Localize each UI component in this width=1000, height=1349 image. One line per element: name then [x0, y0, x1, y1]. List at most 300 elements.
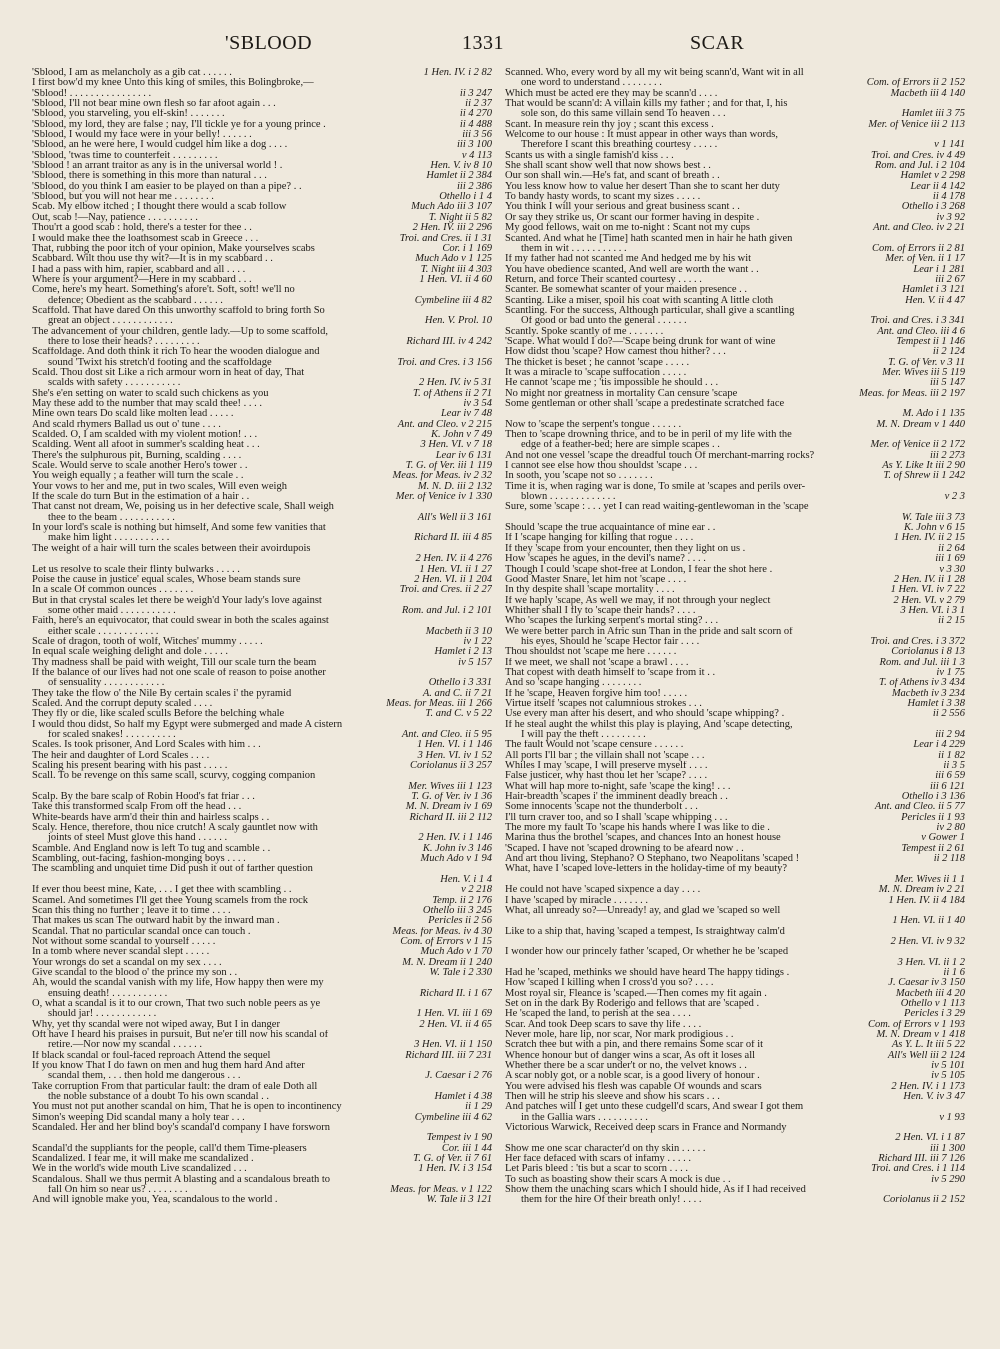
entry-text: 'Sblood, my lord, they are false ; nay, I'll tickle ye for a young prince .: [32, 119, 326, 130]
entry-text: Scratch thee but with a pin, and there remains Some scar of it: [505, 1040, 764, 1051]
entry-line: [32, 440, 492, 450]
entry-line: [32, 120, 492, 130]
entry-text: I have 'scaped by miracle . . . . . . .: [505, 895, 649, 906]
entry-reference: Coriolanus i 8 13: [891, 647, 965, 658]
entry-line: [505, 120, 965, 130]
entry-line: [505, 844, 965, 854]
entry-text: 'Sblood, an he were here, I would cudgel him like a dog . . . .: [32, 140, 288, 151]
entry-text: That canst not dream, We, poising us in her defective scale, Shall weigh: [32, 502, 334, 513]
entry-reference: Much Ado v 1 125: [415, 254, 492, 265]
entry-text: If he 'scape, Heaven forgive him too! . . . . .: [505, 688, 688, 699]
entry-line: [505, 968, 965, 978]
entry-text: 'Sblood, I am as melancholy as a gib cat . . . . . .: [32, 68, 232, 78]
entry-text: Good Master Snare, let him not 'scape . . . .: [505, 574, 687, 585]
entry-line: [32, 1102, 492, 1112]
entry-line: [32, 461, 492, 471]
entry-reference: ii 1 82: [938, 750, 965, 761]
entry-line: [32, 358, 492, 368]
entry-text: 'Sblood, do you think I am easier to be played on than a pipe? . .: [32, 181, 302, 192]
entry-reference: v 2 3: [944, 492, 965, 503]
entry-line: [505, 637, 965, 647]
entry-text: How 'scaped I killing when I cross'd you so? . . . .: [505, 978, 714, 989]
entry-text: They take the flow o' the Nile By certain scales i' the pyramid: [32, 688, 292, 699]
entry-text: Scabbard. Wilt thou use thy wit?—It is in my scabbard . .: [32, 254, 273, 265]
entry-line: [505, 440, 965, 450]
entry-reference: iii 6 59: [935, 771, 965, 782]
entry-line: [505, 1133, 965, 1143]
entry-text: Scanting. Like a miser, spoil his coat with scanting A little cloth: [505, 295, 774, 306]
entry-line: [32, 823, 492, 833]
entry-reference: [961, 68, 965, 78]
entry-text: Scandal'd the suppliants for the people, call'd them Time-pleasers: [32, 1143, 307, 1154]
entry-text: In your lord's scale is nothing but himself, And some few vanities that: [32, 523, 326, 534]
entry-text: Of good or bad unto the general . . . . . .: [521, 316, 687, 327]
entry-line: [505, 565, 965, 575]
entry-reference: Ant. and Cleo. iii 4 6: [877, 326, 965, 337]
entry-line: [505, 802, 965, 812]
entry-line: [505, 906, 965, 916]
entry-text: sound 'Twixt his stretch'd footing and the scaffoldage: [48, 357, 272, 368]
entry-line: [32, 875, 492, 885]
entry-line: [505, 813, 965, 823]
entry-reference: 2 Hen. IV. i 1 173: [891, 1081, 965, 1092]
entry-reference: Cor. i 1 169: [442, 243, 492, 254]
entry-reference: iv 3 92: [936, 212, 965, 223]
entry-line: [32, 1113, 492, 1123]
page-header: [0, 32, 1000, 58]
entry-line: [32, 927, 492, 937]
entry-reference: As Y. L. It iii 5 22: [891, 1040, 965, 1051]
entry-line: [505, 1051, 965, 1061]
entry-line: [505, 937, 965, 947]
entry-line: [32, 306, 492, 316]
entry-text: In thy despite shall 'scape mortality . . . .: [505, 585, 675, 596]
entry-text: Which must be acted ere they may be scann'd . . . .: [505, 88, 718, 99]
entry-line: [32, 906, 492, 916]
entry-text: Not without some scandal to yourself . . . . .: [32, 936, 216, 947]
entry-line: [32, 771, 492, 781]
entry-text: If my father had not scanted me And hedged me by his wit: [505, 254, 752, 265]
entry-reference: Richard II. i 1 67: [419, 988, 492, 999]
entry-line: [32, 1051, 492, 1061]
entry-text: Then will he strip his sleeve and show his scars . . .: [505, 1092, 720, 1103]
entry-text: 'Sblood, I'll not bear mine own flesh so far afoot again . . .: [32, 99, 276, 110]
entry-reference: K. John v 7 49: [431, 430, 492, 441]
entry-text: O, what a scandal is it to our crown, That two such noble peers as ye: [32, 998, 321, 1009]
entry-reference: v 1 141: [934, 140, 965, 151]
entry-text: [32, 1133, 423, 1143]
entry-reference: T. G. of Ver. v 3 11: [888, 357, 965, 368]
entry-reference: Othello i 3 268: [901, 202, 965, 213]
entry-line: [505, 782, 965, 792]
entry-line: [505, 896, 965, 906]
entry-line: [505, 544, 965, 554]
entry-reference: Macbeth iv 3 234: [891, 688, 965, 699]
entry-text: Her face defaced with scars of infamy . . . . .: [505, 1154, 692, 1165]
entry-line: [505, 347, 965, 357]
entry-text: either scale . . . . . . . . . . . .: [48, 626, 159, 637]
entry-line: [505, 885, 965, 895]
entry-text: Our son shall win.—He's fat, and scant of breath . .: [505, 171, 720, 182]
entry-line: [505, 1020, 965, 1030]
entry-text: I wonder how our princely father 'scaped, Or whether he be 'scaped: [505, 947, 789, 958]
entry-reference: K. John v 6 15: [904, 523, 965, 534]
entry-text: And will ignoble make you, Yea, scandalous to the world .: [32, 1195, 278, 1206]
entry-reference: Othello i 3 331: [428, 678, 492, 689]
entry-line: [32, 637, 492, 647]
entry-reference: Meas. for Meas. iii 2 197: [859, 388, 965, 399]
entry-line: [505, 668, 965, 678]
entry-line: [32, 1020, 492, 1030]
entry-reference: Richard II. iii 2 112: [409, 812, 492, 823]
entry-text: some other maid . . . . . . . . . . .: [48, 605, 176, 616]
entry-text: If ever thou beest mine, Kate, . . . I get thee with scambling . .: [32, 885, 292, 896]
entry-text: How didst thou 'scape? How camest thou hither? . . .: [505, 347, 726, 358]
entry-line: [505, 854, 965, 864]
entry-reference: Hamlet i 2 13: [434, 647, 492, 658]
entry-line: [32, 130, 492, 140]
entry-reference: 2 Hen. IV. ii 1 28: [893, 574, 965, 585]
entry-text: 'Sblood, you starveling, you elf-skin! . . . . . . .: [32, 109, 225, 120]
entry-text: You have obedience scanted, And well are worth the want . .: [505, 264, 759, 275]
entry-reference: v 3 30: [939, 564, 965, 575]
entry-text: Why, yet thy scandal were not wiped away, But I in danger: [32, 1019, 280, 1030]
entry-text: Come, here's my heart. Something's afore't. Soft, soft! we'll no: [32, 285, 295, 296]
entry-reference: [488, 771, 492, 781]
entry-text: And art thou living, Stephano? O Stephano, two Neapolitans 'scaped !: [505, 854, 800, 865]
entry-text: Scanted. And what he [Time] hath scanted men in hair he hath given: [505, 233, 793, 244]
entry-line: [32, 533, 492, 543]
entry-line: [505, 151, 965, 161]
entry-line: [505, 978, 965, 988]
entry-reference: Much Ado iii 3 107: [411, 202, 492, 213]
entry-line: [505, 68, 965, 78]
entry-line: [32, 689, 492, 699]
entry-reference: [488, 1082, 492, 1092]
entry-reference: iv 5 157: [458, 657, 492, 668]
entry-reference: [961, 234, 965, 244]
entry-line: [505, 989, 965, 999]
entry-text: Scald. Thou dost sit Like a rich armour worn in heat of day, That: [32, 367, 305, 378]
entry-text: No might nor greatness in mortality Can censure 'scape: [505, 388, 738, 399]
entry-line: [32, 89, 492, 99]
entry-line: [32, 275, 492, 285]
entry-line: [32, 554, 492, 564]
entry-reference: iii 2 67: [935, 274, 965, 285]
entry-line: [32, 254, 492, 264]
entry-reference: T. of Athens ii 2 71: [413, 388, 492, 399]
entry-text: Scantly. Spoke scantly of me . . . . . . .: [505, 326, 664, 337]
entry-text: What, have I 'scaped love-letters in the holiday-time of my beauty?: [505, 864, 788, 875]
entry-line: [32, 833, 492, 843]
entry-reference: 1 Hen. VI. ii 1 27: [419, 564, 492, 575]
entry-text: retire.—Nor now my scandal . . . . . .: [48, 1040, 202, 1051]
entry-line: [505, 554, 965, 564]
entry-reference: T. G. of Ver. iv 1 36: [411, 792, 492, 803]
entry-text: But in that crystal scales let there be weigh'd Your lady's love against: [32, 595, 322, 606]
entry-text: one word to understand . . . . . . . .: [521, 78, 662, 89]
entry-reference: [961, 1123, 965, 1133]
entry-text: White-beards have arm'd their thin and hairless scalps . .: [32, 812, 270, 823]
entry-reference: [488, 327, 492, 337]
entry-line: [505, 1144, 965, 1154]
entry-line: [505, 492, 965, 502]
entry-reference: T. of Shrew ii 1 242: [883, 471, 965, 482]
entry-line: [32, 978, 492, 988]
entry-reference: Othello v 1 113: [900, 998, 965, 1009]
entry-line: [505, 254, 965, 264]
entry-reference: Lear i 4 229: [913, 740, 965, 751]
entry-line: [505, 761, 965, 771]
entry-reference: 1 Hen. IV. ii 2 15: [893, 533, 965, 544]
entry-line: [32, 151, 492, 161]
entry-line: [505, 265, 965, 275]
entry-reference: T. Night ii 5 82: [428, 212, 492, 223]
entry-line: [505, 823, 965, 833]
entry-line: [505, 916, 965, 926]
entry-line: [32, 1092, 492, 1102]
entry-text: Show me one scar character'd on thy skin . . . . .: [505, 1143, 706, 1154]
entry-line: [505, 1113, 965, 1123]
entry-text: thee to the beam . . . . . . . . . . .: [48, 512, 175, 523]
entry-line: [32, 647, 492, 657]
entry-text: A scar nobly got, or a noble scar, is a good livery of honour .: [505, 1071, 760, 1082]
entry-line: [32, 109, 492, 119]
entry-reference: T. of Athens iv 3 434: [879, 678, 965, 689]
entry-reference: K. John iv 3 146: [422, 843, 492, 854]
entry-text: You think I will your serious and great business scant . .: [505, 202, 740, 213]
entry-text: The fault Would not 'scape censure . . . . . .: [505, 740, 684, 751]
entry-text: sole son, do this same villain send To heaven . . .: [521, 109, 726, 120]
entry-text: She's e'en setting on water to scald such chickens as you: [32, 388, 269, 399]
entry-text: What will hap more to-night, safe 'scape the king! . . .: [505, 781, 731, 792]
entry-line: [505, 1071, 965, 1081]
entry-line: [32, 171, 492, 181]
entry-line: [505, 585, 965, 595]
entry-text: Where is your argument?—Here in my scabbard . . .: [32, 274, 252, 285]
entry-line: [505, 130, 965, 140]
entry-text: May these add to the number that may scald thee! . . . .: [32, 399, 263, 409]
entry-reference: Pericles i 3 29: [904, 1009, 965, 1020]
entry-reference: Tempest ii 2 61: [901, 843, 965, 854]
entry-line: [505, 327, 965, 337]
entry-text: them in wit . . . . . . . . . . .: [521, 243, 627, 254]
entry-line: [505, 689, 965, 699]
entry-line: [32, 368, 492, 378]
entry-reference: v 1 93: [939, 1112, 965, 1123]
entry-text: Scandalized. I fear me, it will make me scandalized .: [32, 1154, 254, 1165]
entry-line: [505, 958, 965, 968]
entry-reference: Hamlet i 4 38: [434, 1092, 492, 1103]
entry-text: Had he 'scaped, methinks we should have heard The happy tidings .: [505, 967, 790, 978]
entry-reference: iv 5 105: [931, 1071, 965, 1082]
entry-line: [32, 1154, 492, 1164]
entry-reference: Rom. and Jul. i 2 101: [401, 605, 492, 616]
entry-line: [505, 109, 965, 119]
entry-reference: [961, 906, 965, 916]
entry-reference: M. N. Dream v 1 440: [876, 419, 965, 430]
entry-line: [32, 916, 492, 926]
entry-line: [505, 1040, 965, 1050]
entry-line: [32, 451, 492, 461]
entry-reference: Cymbeline iii 4 62: [414, 1112, 492, 1123]
entry-reference: W. Tale ii 3 121: [426, 1195, 492, 1206]
entry-line: [32, 161, 492, 171]
entry-text: If the scale do turn But in the estimation of a hair . .: [32, 492, 250, 503]
entry-text: If we meet, we shall not 'scape a brawl . . . .: [505, 657, 689, 668]
entry-reference: ii 2 118: [933, 854, 965, 865]
entry-reference: [961, 864, 965, 874]
entry-line: [32, 409, 492, 419]
entry-text: It was a miracle to 'scape suffocation . . . . .: [505, 367, 687, 378]
entry-text: To bandy hasty words, to scant my sizes . . . . .: [505, 192, 701, 203]
entry-reference: 2 Hen. IV. ii 4 276: [415, 554, 492, 565]
entry-reference: Mer. of Venice iv 1 330: [395, 492, 492, 503]
entry-line: [505, 1082, 965, 1092]
entry-text: Most royal sir, Fleance is 'scaped.—Then comes my fit again .: [505, 988, 767, 999]
entry-line: [32, 430, 492, 440]
entry-text: Scale. Would serve to scale another Hero's tower . .: [32, 461, 248, 472]
entry-reference: J. Caesar i 2 76: [425, 1071, 492, 1082]
entry-text: Scales. Is took prisoner, And Lord Scales with him . . .: [32, 740, 261, 751]
entry-reference: M. N. Dream iv 1 69: [405, 802, 492, 813]
entry-text: Thou'rt a good scab : hold, there's a tester for thee . .: [32, 223, 252, 234]
entry-line: [32, 751, 492, 761]
entry-line: [32, 337, 492, 347]
entry-text: 'Sblood! . . . . . . . . . . . . . . . .: [32, 88, 152, 99]
entry-line: [32, 285, 492, 295]
entry-text: Thou shouldst not 'scape me here . . . . . .: [505, 647, 677, 658]
entry-reference: J. Caesar iv 3 150: [888, 978, 965, 989]
entry-line: [505, 306, 965, 316]
entry-text: 'Scape. What would I do?—'Scape being drunk for want of wine: [505, 336, 776, 347]
entry-reference: Lear iv 6 131: [435, 450, 492, 461]
entry-reference: iii 1 300: [929, 1143, 965, 1154]
entry-reference: M. N. Dream iv 2 21: [878, 885, 965, 896]
entry-line: [505, 751, 965, 761]
entry-reference: 3 Hen. VI. v 7 18: [420, 440, 492, 451]
entry-text: his eyes, Should he 'scape Hector fair . . . .: [521, 636, 700, 647]
entry-text: How 'scapes he agues, in the devil's name? . . . .: [505, 554, 706, 565]
page-number: 1331: [462, 32, 504, 54]
entry-line: [505, 606, 965, 616]
entry-reference: [961, 430, 965, 440]
entry-line: [505, 740, 965, 750]
entry-text: Let Paris bleed : 'tis but a scar to scorn . . . .: [505, 1164, 688, 1175]
entry-reference: 1 Hen. VI. ii 4 60: [419, 274, 492, 285]
entry-line: [32, 1040, 492, 1050]
entry-text: I will pay the theft . . . . . . . . .: [521, 730, 646, 740]
entry-reference: [488, 720, 492, 730]
entry-text: They fly or die, like scaled sculls Before the belching whale: [32, 709, 285, 720]
entry-text: And patches will I get unto these cudgell'd scars, And swear I got them: [505, 1102, 804, 1113]
entry-line: [32, 182, 492, 192]
entry-reference: [961, 99, 965, 109]
entry-text: edge of a feather-bed; here are simple scapes . .: [521, 440, 720, 451]
entry-reference: [488, 285, 492, 295]
entry-line: [32, 1164, 492, 1174]
entry-line: [505, 833, 965, 843]
entry-reference: [961, 1102, 965, 1112]
entry-reference: iv 1 75: [936, 667, 965, 678]
entry-text: Therefore I scant this breathing courtesy . . . . .: [521, 140, 718, 151]
entry-text: False justicer, why hast thou let her 'scape? . . . .: [505, 771, 708, 782]
entry-line: [32, 627, 492, 637]
entry-text: The heir and daughter of Lord Scales . . . .: [32, 750, 210, 761]
entry-text: Scab. My elbow itched ; I thought there would a scab follow: [32, 202, 287, 213]
entry-line: [505, 1030, 965, 1040]
entry-text: the noble substance of a doubt To his own scandal . .: [48, 1092, 269, 1103]
entry-text: Scaffoldage. And doth think it rich To hear the wooden dialogue and: [32, 347, 320, 358]
entry-line: [32, 864, 492, 874]
entry-reference: iv 1 22: [463, 636, 492, 647]
entry-text: And scald rhymers Ballad us out o' tune . . . .: [32, 419, 221, 430]
entry-reference: Com. of Errors v 1 15: [400, 936, 492, 947]
entry-line: [32, 606, 492, 616]
entry-text: Oft have I heard his praises in pursuit, But ne'er till now his scandal of: [32, 1029, 329, 1040]
entry-reference: 1 Hen. VI. iii 1 69: [416, 1009, 492, 1020]
entry-reference: iii 1 69: [935, 554, 965, 565]
entry-text: In equal scale weighing delight and dole . . . . .: [32, 647, 228, 658]
entry-text: The thicket is beset ; he cannot 'scape . . . . .: [505, 357, 690, 368]
entry-text: Whence honour but of danger wins a scar, As oft it loses all: [505, 1050, 756, 1061]
entry-reference: Ant. and Cleo. ii 5 95: [401, 730, 492, 740]
entry-reference: iii 3 56: [462, 130, 492, 141]
entry-line: [505, 171, 965, 181]
entry-line: [505, 1123, 965, 1133]
entry-text: Should 'scape the true acquaintance of mine ear . .: [505, 523, 716, 534]
entry-line: [505, 337, 965, 347]
entry-reference: Macbeth iii 4 140: [890, 88, 965, 99]
entry-line: [32, 471, 492, 481]
entry-text: Though I could 'scape shot-free at London, I fear the shot here .: [505, 564, 773, 575]
entry-reference: Rom. and Jul. iii 1 3: [879, 657, 965, 668]
entry-reference: ii 1 6: [943, 967, 965, 978]
entry-text: In a scale Of common ounces . . . . . . .: [32, 585, 194, 596]
entry-line: [505, 1102, 965, 1112]
entry-text: Time it is, when raging war is done, To smile at 'scapes and perils over-: [505, 481, 806, 492]
entry-reference: iv 5 290: [931, 1174, 965, 1185]
entry-text: them for the hire Of their breath only! . . . .: [521, 1195, 702, 1206]
entry-text: Out, scab !—Nay, patience . . . . . . . . . .: [32, 212, 198, 223]
entry-text: Scambling, out-facing, fashion-monging boys . . . .: [32, 854, 246, 865]
entry-text: Some gentleman or other shall 'scape a predestinate scratched face: [505, 399, 785, 409]
entry-text: Never mole, hare lip, nor scar, Nor mark prodigious . .: [505, 1029, 734, 1040]
entry-text: What, all unready so?—Unready! ay, and glad we 'scaped so well: [505, 905, 781, 916]
entry-text: Thy madness shall be paid with weight, Till our scale turn the beam: [32, 657, 317, 668]
entry-reference: Cor. iii 1 44: [441, 1143, 492, 1154]
entry-reference: Com. of Errors ii 2 81: [872, 243, 965, 254]
entry-line: [32, 378, 492, 388]
entry-line: [505, 316, 965, 326]
entry-text: Scanter. Be somewhat scanter of your maiden presence . .: [505, 285, 747, 296]
entry-line: [505, 596, 965, 606]
entry-line: [32, 523, 492, 533]
entry-text: I would make thee the loathsomest scab in Greece . . .: [32, 233, 259, 244]
entry-line: [32, 958, 492, 968]
entry-line: [32, 1061, 492, 1071]
entry-text: I had a pass with him, rapier, scabbard and all . . . .: [32, 264, 246, 275]
entry-line: [505, 234, 965, 244]
entry-reference: W. Tale i 2 330: [429, 967, 492, 978]
entry-text: We in the world's wide mouth Live scandalized . . .: [32, 1164, 247, 1175]
entry-reference: Troi. and Cres. ii 1 31: [399, 233, 492, 244]
entry-line: [505, 875, 965, 885]
entry-line: [505, 285, 965, 295]
entry-text: Scaffold. That have dared On this unworthy scaffold to bring forth So: [32, 305, 325, 316]
entry-reference: Meas. for Meas. iii 1 266: [386, 698, 492, 709]
entry-reference: ii 2 15: [938, 616, 965, 627]
